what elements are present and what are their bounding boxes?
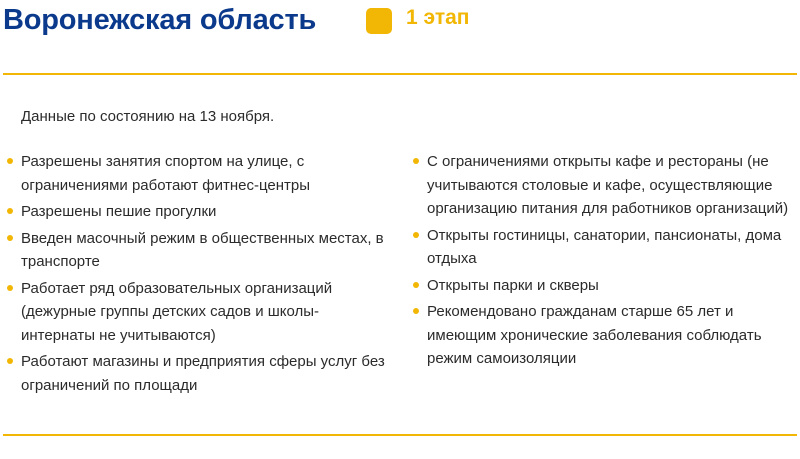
list-item (7, 150, 387, 197)
list-item-text: Разрешены занятия спортом на улице, с ограничениями работают фитнес-центры (21, 153, 311, 194)
stage-marker-icon (366, 8, 392, 34)
list-item (413, 274, 793, 298)
list-item (413, 224, 793, 271)
list-item-text: Разрешены пешие прогулки (21, 203, 217, 220)
right-restrictions-list (413, 150, 793, 374)
list-item-text: Открыты гостиницы, санатории, пансионаты, дома отдыха (427, 226, 782, 267)
bullet-icon (7, 358, 13, 364)
bullet-icon (413, 308, 419, 314)
list-item (413, 150, 793, 221)
list-item-text: С ограничениями открыты кафе и рестораны (не учитываются столовые и кафе, осуществляющие организацию питания для работников организаций) (427, 153, 789, 217)
list-item-text: Работают магазины и предприятия сферы услуг без ограничений по площади (21, 353, 385, 394)
bullet-icon (413, 158, 419, 164)
bullet-icon (413, 232, 419, 238)
bullet-icon (413, 282, 419, 288)
region-title: Воронежская область (3, 4, 317, 36)
list-item (7, 200, 387, 224)
list-item-text: Введен масочный режим в общественных местах, в транспорте (21, 229, 384, 270)
bullet-icon (7, 208, 13, 214)
bullet-icon (7, 285, 13, 291)
list-item (413, 300, 793, 371)
stage-label: 1 этап (406, 6, 470, 29)
list-item (7, 227, 387, 274)
left-restrictions-list (7, 150, 387, 400)
list-item-text: Открыты парки и скверы (427, 276, 599, 294)
bullet-icon (7, 235, 13, 241)
list-item (7, 277, 387, 348)
list-item-text: Работает ряд образовательных организаций (дежурные группы детских садов и школы-интернаты не учитываются) (21, 279, 333, 344)
header (0, 0, 800, 75)
date-note: Данные по состоянию на 13 ноября. (21, 108, 275, 125)
list-item (7, 350, 387, 397)
bullet-icon (7, 158, 13, 164)
top-divider (3, 73, 797, 75)
bottom-divider (3, 434, 797, 436)
list-item-text: Рекомендовано гражданам старше 65 лет и имеющим хронические заболевания соблюдать режим самоизоляции (427, 303, 762, 367)
